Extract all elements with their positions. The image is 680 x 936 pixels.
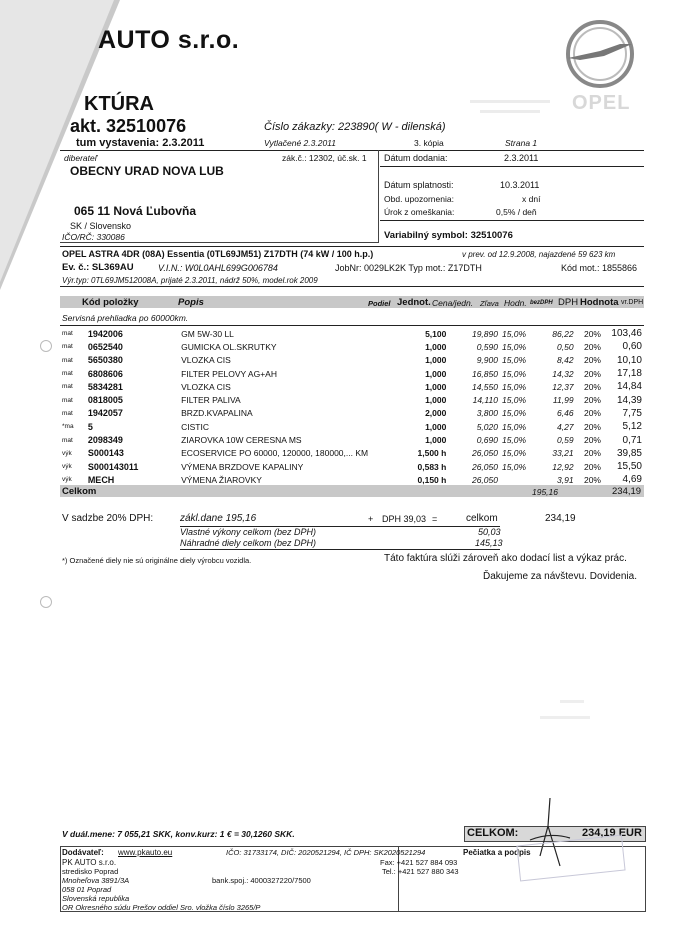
item-description: VLOZKA CIS	[181, 381, 231, 392]
dual-currency: V duál.mene: 7 055,21 SKK, konv.kurz: 1 € = 30,1260 SKK.	[62, 829, 295, 839]
item-price: 9,900	[476, 355, 498, 366]
item-discount: 15,0%	[501, 448, 527, 459]
item-gross: 39,85	[616, 447, 642, 459]
col-gross-vat: vr.DPH	[621, 299, 644, 306]
item-net: 0,50	[557, 341, 574, 352]
faded-mark	[540, 716, 590, 719]
item-gross: 4,69	[622, 474, 642, 486]
item-vat: 20%	[583, 435, 601, 446]
faded-mark	[480, 110, 540, 113]
item-price: 0,590	[476, 341, 498, 352]
printed-date: Vytlačené 2.3.2011	[264, 138, 336, 148]
table-row	[60, 380, 644, 393]
parts-total: 145,13	[475, 538, 503, 548]
item-code: 1942006	[87, 328, 123, 339]
plus-sign: +	[368, 514, 374, 524]
item-description: FILTER PELOVY AG+AH	[181, 368, 277, 379]
own-work-label: Vlastné výkony celkom (bez DPH)	[180, 527, 317, 537]
supplier-name: PK AUTO s.r.o.	[62, 858, 117, 867]
item-vat: 20%	[583, 421, 601, 432]
item-type: výk	[62, 476, 72, 484]
item-gross: 5,12	[622, 421, 642, 433]
item-vat: 20%	[583, 395, 601, 406]
stamp-label: Pečiatka a podpis	[463, 848, 531, 857]
item-vat: 20%	[583, 328, 601, 339]
item-gross: 7,75	[622, 407, 642, 419]
grand-total-label: CELKOM:	[467, 827, 519, 839]
item-gross: 17,18	[616, 368, 642, 380]
item-net: 8,42	[557, 355, 574, 366]
item-code: 5	[87, 421, 93, 432]
total-with-vat-label: celkom	[466, 513, 498, 524]
col-value: Hodn.	[504, 298, 527, 308]
item-discount: 15,0%	[501, 421, 527, 432]
item-code: 2098349	[87, 435, 123, 446]
item-discount: 15,0%	[501, 408, 527, 419]
reminder-label: Obd. upozornenia:	[384, 194, 454, 204]
items-table	[60, 327, 644, 487]
table-row	[60, 354, 644, 367]
vehicle-vin: V.I.N.: W0L0AHL699G006784	[158, 263, 278, 273]
supplier-street: Mnoheľova 3891/3A	[62, 876, 130, 885]
issue-date: tum vystavenia: 2.3.2011	[76, 137, 205, 149]
table-row	[60, 407, 644, 420]
vat-base: zákl.dane 195,16	[180, 513, 257, 524]
table-row	[60, 433, 644, 446]
buyer-city: 065 11 Nová Ľubovňa	[74, 204, 197, 218]
item-discount: 15,0%	[501, 368, 527, 379]
vehicle-plate: Ev. č.: SL369AU	[62, 262, 134, 273]
item-quantity: 1,000	[425, 341, 447, 352]
total-with-vat: 234,19	[545, 513, 576, 524]
total-net: 195,16	[532, 487, 558, 497]
item-gross: 14,39	[616, 394, 642, 406]
item-code: S000143011	[87, 461, 139, 472]
table-row	[60, 327, 644, 340]
item-gross: 14,84	[616, 381, 642, 393]
copy-number: 3. kópia	[414, 138, 444, 148]
item-quantity: 1,500 h	[417, 448, 447, 459]
col-description: Popis	[178, 297, 204, 308]
item-vat: 20%	[583, 341, 601, 352]
col-share: Podiel	[368, 299, 391, 308]
due-date: 10.3.2011	[500, 180, 540, 190]
item-quantity: 1,000	[425, 421, 447, 432]
item-vat: 20%	[583, 355, 601, 366]
item-quantity: 0,150 h	[417, 474, 447, 485]
due-label: Dátum splatnosti:	[384, 180, 454, 190]
vat-rate-label: V sadzbe 20% DPH:	[62, 513, 154, 524]
item-net: 14,32	[552, 368, 574, 379]
divider	[60, 325, 644, 326]
item-description: FILTER PALIVA	[181, 395, 241, 406]
item-discount: 15,0%	[501, 341, 527, 352]
item-type: mat	[62, 343, 73, 351]
own-work-total: 50,03	[478, 527, 501, 537]
divider	[60, 286, 644, 287]
col-price: Cena/jedn.	[432, 298, 474, 308]
item-price: 19,890	[471, 328, 498, 339]
item-code: 5834281	[87, 381, 123, 392]
faded-mark	[470, 100, 550, 103]
supplier-city: 058 01 Poprad	[62, 885, 112, 894]
equals-sign: =	[432, 514, 438, 524]
item-net: 6,46	[557, 408, 574, 419]
item-vat: 20%	[583, 461, 601, 472]
item-price: 0,690	[476, 435, 498, 446]
vat-amount: DPH 39,03	[382, 514, 427, 524]
item-type: výk	[62, 449, 72, 457]
total-gross: 234,19	[612, 486, 642, 497]
item-vat: 20%	[583, 408, 601, 419]
invoice-note: Táto faktúra slúži zároveň ako dodací list a výkaz prác.	[384, 553, 627, 564]
item-description: ZIAROVKA 10W CERESNA MS	[181, 435, 302, 446]
item-quantity: 5,100	[425, 328, 447, 339]
item-gross: 103,46	[611, 328, 642, 340]
item-quantity: 1,000	[425, 381, 447, 392]
item-net: 4,27	[557, 421, 574, 432]
item-price: 5,020	[476, 421, 498, 432]
buyer-country: SK / Slovensko	[70, 221, 132, 231]
table-row	[60, 393, 644, 406]
delivery-label: Dátum dodania:	[384, 153, 448, 163]
supplier-country: Slovenská republika	[62, 894, 130, 903]
item-description: GUMICKA OL.SKRUTKY	[181, 341, 277, 352]
vehicle-job: JobNr: 0029LK2K Typ mot.: Z17DTH	[335, 263, 482, 273]
item-net: 12,92	[552, 461, 574, 472]
interest-value: 0,5% / deň	[496, 207, 537, 217]
item-description: VÝMENA ŽIAROVKY	[181, 474, 262, 485]
item-net: 11,99	[552, 395, 574, 406]
item-price: 14,550	[471, 381, 498, 392]
item-gross: 10,10	[616, 354, 642, 366]
divider	[60, 246, 644, 247]
item-type: mat	[62, 356, 73, 364]
supplier-phone: Tel.: +421 527 880 343	[382, 867, 459, 876]
item-discount: 15,0%	[501, 328, 527, 339]
item-price: 26,050	[471, 448, 498, 459]
col-discount: Zľava	[480, 299, 499, 308]
item-quantity: 1,000	[425, 355, 447, 366]
table-row	[60, 460, 644, 473]
col-net: bezDPH	[530, 300, 553, 306]
total-label: Celkom	[62, 486, 97, 497]
company-name: AUTO s.r.o.	[98, 26, 240, 54]
item-quantity: 1,000	[425, 368, 447, 379]
item-type: mat	[62, 383, 73, 391]
order-number: Číslo zákazky: 223890( W - dilenská)	[264, 121, 446, 133]
col-unit: Jednot.	[397, 297, 431, 308]
item-description: VÝMENA BRZDOVE KAPALINY	[181, 461, 304, 472]
invoice-number: akt. 32510076	[70, 116, 187, 136]
punch-hole	[40, 596, 52, 608]
item-gross: 15,50	[616, 461, 642, 473]
vehicle-type: Výr.typ: 0TL69JM512008A, prijaté 2.3.2011, nádrž 50%, model.rok 2009	[62, 276, 318, 285]
page-number: Strana 1	[505, 138, 538, 148]
vehicle-engine-code: Kód mot.: 1855866	[561, 263, 638, 273]
supplier-website[interactable]: www.pkauto.eu	[118, 848, 173, 857]
delivery-date: 2.3.2011	[504, 153, 539, 163]
item-discount: 15,0%	[501, 355, 527, 366]
item-net: 3,91	[557, 474, 574, 485]
interest-label: Úrok z omeškania:	[384, 207, 455, 217]
item-code: 5650380	[87, 355, 123, 366]
parts-label: Náhradné diely celkom (bez DPH)	[180, 538, 317, 548]
item-type: mat	[62, 396, 73, 404]
item-quantity: 0,583 h	[417, 461, 447, 472]
item-description: VLOZKA CIS	[181, 355, 231, 366]
table-row	[60, 367, 644, 380]
item-description: GM 5W-30 LL	[181, 328, 234, 339]
supplier-fax: Fax: +421 527 884 093	[380, 858, 458, 867]
supplier-branch: stredisko Poprad	[62, 867, 119, 876]
item-price: 26,050	[471, 461, 498, 472]
item-type: *ma	[62, 423, 74, 431]
item-quantity: 2,000	[425, 408, 447, 419]
divider	[380, 166, 644, 167]
item-code: 0818005	[87, 395, 123, 406]
col-gross: Hodnota	[580, 297, 619, 308]
item-net: 33,21	[552, 448, 574, 459]
table-row	[60, 340, 644, 353]
vehicle-registration: v prev. od 12.9.2008, najazdené 59 623 km	[462, 250, 616, 259]
item-net: 86,22	[552, 328, 574, 339]
grand-total-value: 234,19 EUR	[582, 827, 642, 839]
reminder-value: x dní	[522, 194, 541, 204]
punch-hole	[40, 340, 52, 352]
supplier-register: OR Okresného súdu Prešov oddiel Sro. vložka číslo 3265/P	[62, 903, 261, 912]
opel-wordmark: OPEL	[572, 92, 631, 114]
col-code: Kód položky	[82, 297, 139, 308]
thanks-note: Ďakujeme za návštevu. Dovidenia.	[483, 571, 637, 582]
item-price: 26,050	[471, 474, 498, 485]
item-code: S000143	[87, 448, 124, 459]
item-type: mat	[62, 370, 73, 378]
item-vat: 20%	[583, 368, 601, 379]
item-type: mat	[62, 409, 73, 417]
item-type: mat	[62, 436, 73, 444]
invoice-title: KTÚRA	[84, 93, 154, 115]
divider	[180, 549, 500, 550]
table-row	[60, 447, 644, 460]
item-gross: 0,60	[622, 341, 642, 353]
item-description: ECOSERVICE PO 60000, 120000, 180000,... KM	[181, 448, 369, 459]
item-type: mat	[62, 330, 73, 338]
item-code: 0652540	[87, 341, 123, 352]
item-net: 12,37	[552, 381, 574, 392]
item-code: 6808606	[87, 368, 123, 379]
opel-logo	[560, 18, 640, 90]
item-price: 3,800	[476, 408, 498, 419]
item-code: MECH	[87, 474, 115, 485]
vehicle-model: OPEL ASTRA 4DR (08A) Essentia (0TL69JM51) Z17DTH (74 kW / 100 h.p.)	[62, 249, 374, 259]
table-row	[60, 420, 644, 433]
item-vat: 20%	[583, 474, 601, 485]
buyer-ref: zák.č.: 12302, úč.sk. 1	[282, 153, 367, 163]
table-header-bar	[60, 296, 644, 308]
item-discount: 15,0%	[501, 435, 527, 446]
variable-symbol: Variabilný symbol: 32510076	[384, 230, 513, 241]
supplier-ids: IČO: 31733174, DIČ: 2020521294, IČ DPH: SK2020521294	[226, 848, 426, 857]
item-discount: 15,0%	[501, 381, 527, 392]
buyer-ico: IČO/RČ: 330086	[62, 232, 125, 242]
buyer-label: diberateľ	[64, 153, 98, 163]
divider	[380, 220, 644, 221]
supplier-bank: bank.spoj.: 4000327220/7500	[212, 876, 311, 885]
item-discount: 15,0%	[501, 395, 527, 406]
item-code: 1942057	[87, 408, 123, 419]
item-discount: 15,0%	[501, 461, 527, 472]
item-price: 14,110	[472, 395, 498, 406]
faded-mark	[560, 700, 584, 703]
item-description: BRZD.KVAPALINA	[181, 408, 253, 419]
service-note: Servisná prehliadka po 60000km.	[62, 313, 189, 323]
item-description: CISTIC	[181, 421, 210, 432]
item-type: výk	[62, 463, 72, 471]
item-price: 16,850	[471, 368, 498, 379]
item-quantity: 1,000	[425, 435, 447, 446]
item-gross: 0,71	[622, 434, 642, 446]
col-vat: DPH	[558, 297, 579, 308]
item-vat: 20%	[583, 448, 601, 459]
item-net: 0,59	[557, 435, 574, 446]
supplier-label: Dodávateľ:	[62, 848, 104, 857]
item-quantity: 1,000	[425, 395, 447, 406]
item-vat: 20%	[583, 381, 601, 392]
buyer-name: OBECNY URAD NOVA LUB	[70, 164, 224, 178]
footnote: *) Označené diely nie sú originálne diely výrobcu vozidla.	[62, 556, 252, 565]
